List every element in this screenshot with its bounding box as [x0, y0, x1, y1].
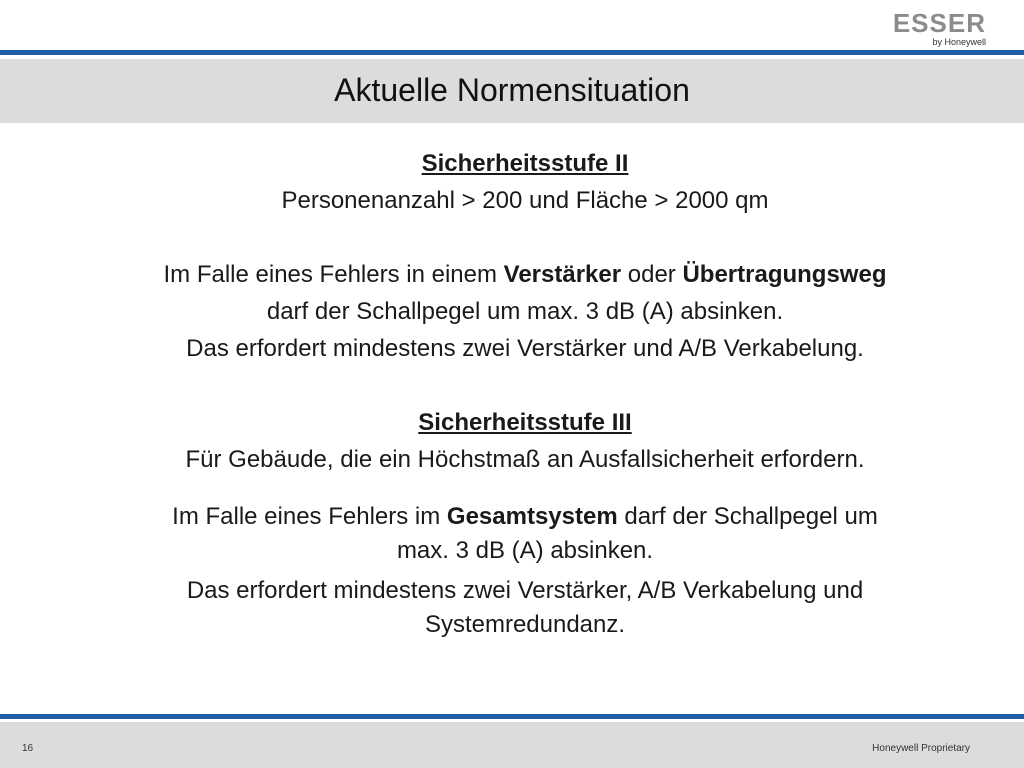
sound-level-text-level-2: darf der Schallpegel um max. 3 dB (A) absinken. — [266, 298, 784, 325]
text-run: oder — [621, 261, 683, 288]
spacer — [60, 219, 990, 256]
footer-band — [0, 722, 1024, 768]
fault-text-level-3 — [60, 500, 990, 568]
requirement-text-level-2: Das erfordert mindestens zwei Verstärker und A/B Verkabelung. — [186, 335, 864, 362]
section-heading-level-3: Sicherheitsstufe III — [418, 409, 632, 436]
spacer — [60, 478, 990, 500]
requirement-text-level-3 — [60, 574, 990, 642]
section-subtitle-level-2: Personenanzahl > 200 und Fläche > 2000 qm — [281, 187, 769, 214]
text-run: darf der Schallpegel um — [617, 503, 878, 530]
text-run: Das erfordert mindestens zwei Verstärker, A/B Verkabelung und — [186, 577, 864, 604]
section-subtitle-level-3: Für Gebäude, die ein Höchstmaß an Ausfallsicherheit erfordern. — [185, 446, 865, 473]
slide-content — [60, 145, 990, 642]
fault-text-level-2 — [60, 256, 990, 293]
slide-title: Aktuelle Normensituation — [334, 72, 690, 108]
text-run: Im Falle eines Fehlers im — [172, 503, 447, 530]
bold-term-transmission-path: Übertragungsweg — [682, 261, 887, 288]
bold-term-amplifier: Verstärker — [503, 261, 622, 288]
bold-term-overall-system: Gesamtsystem — [446, 503, 618, 530]
esser-logo — [893, 10, 986, 48]
text-run: Systemredundanz. — [424, 611, 626, 638]
top-accent-rule — [0, 50, 1024, 55]
bottom-accent-rule — [0, 714, 1024, 719]
spacer — [60, 367, 990, 404]
text-run: max. 3 dB (A) absinken. — [396, 537, 654, 564]
footer-proprietary-note: Honeywell Proprietary — [872, 743, 970, 754]
text-run: Im Falle eines Fehlers in einem — [163, 261, 504, 288]
section-heading-level-2: Sicherheitsstufe II — [421, 150, 629, 177]
logo-wordmark: ESSER — [892, 8, 986, 38]
page-number: 16 — [22, 743, 34, 754]
logo-subtitle: by Honeywell — [932, 37, 986, 47]
